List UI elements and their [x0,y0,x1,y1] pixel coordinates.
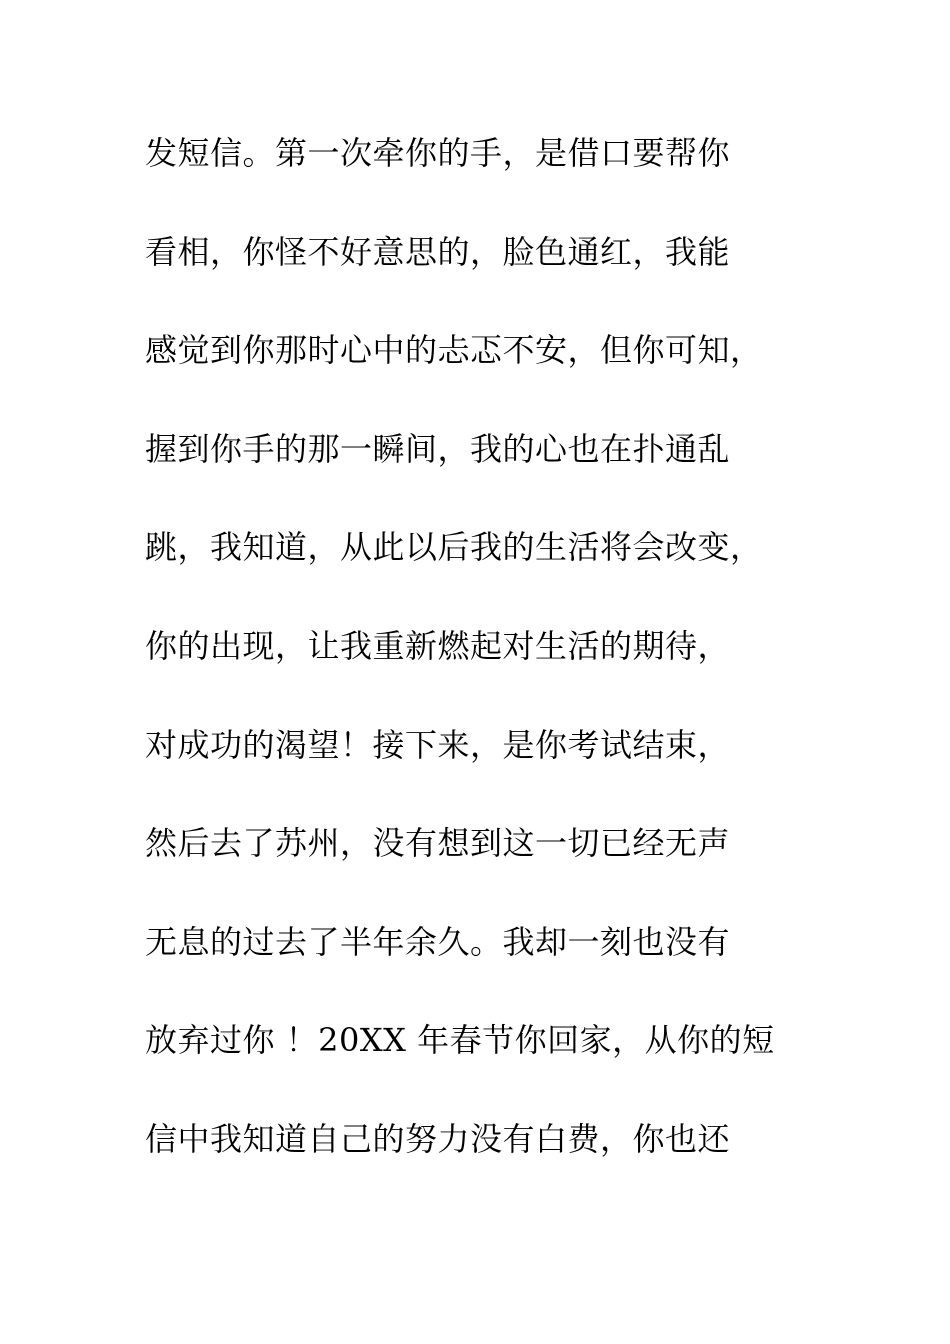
text-line: 跳，我知道，从此以后我的生活将会改变， [145,528,763,567]
text-line: 握到你手的那一瞬间，我的心也在扑通乱 [145,429,731,468]
text-line: 信中我知道自己的努力没有白费，你也还 [145,1119,731,1158]
body-text [145,124,845,1209]
text-line: 看相，你怪不好意思的，脸色通红，我能 [145,232,731,271]
text-line: 发短信。第一次牵你的手，是借口要帮你 [145,134,731,172]
text-line: 放弃过你 ！20XX 年春节你回家，从你的短 [145,1021,775,1060]
text-line: 感觉到你那时心中的忐忑不安，但你可知， [145,331,763,370]
text-line: 然后去了苏州，没有想到这一切已经无声 [145,824,731,863]
text-line: 无息的过去了半年余久。我却一刻也没有 [145,922,731,961]
text-line: 你的出现，让我重新燃起对生活的期待， [145,626,731,665]
text-line: 对成功的渴望！接下来，是你考试结束， [145,725,731,764]
